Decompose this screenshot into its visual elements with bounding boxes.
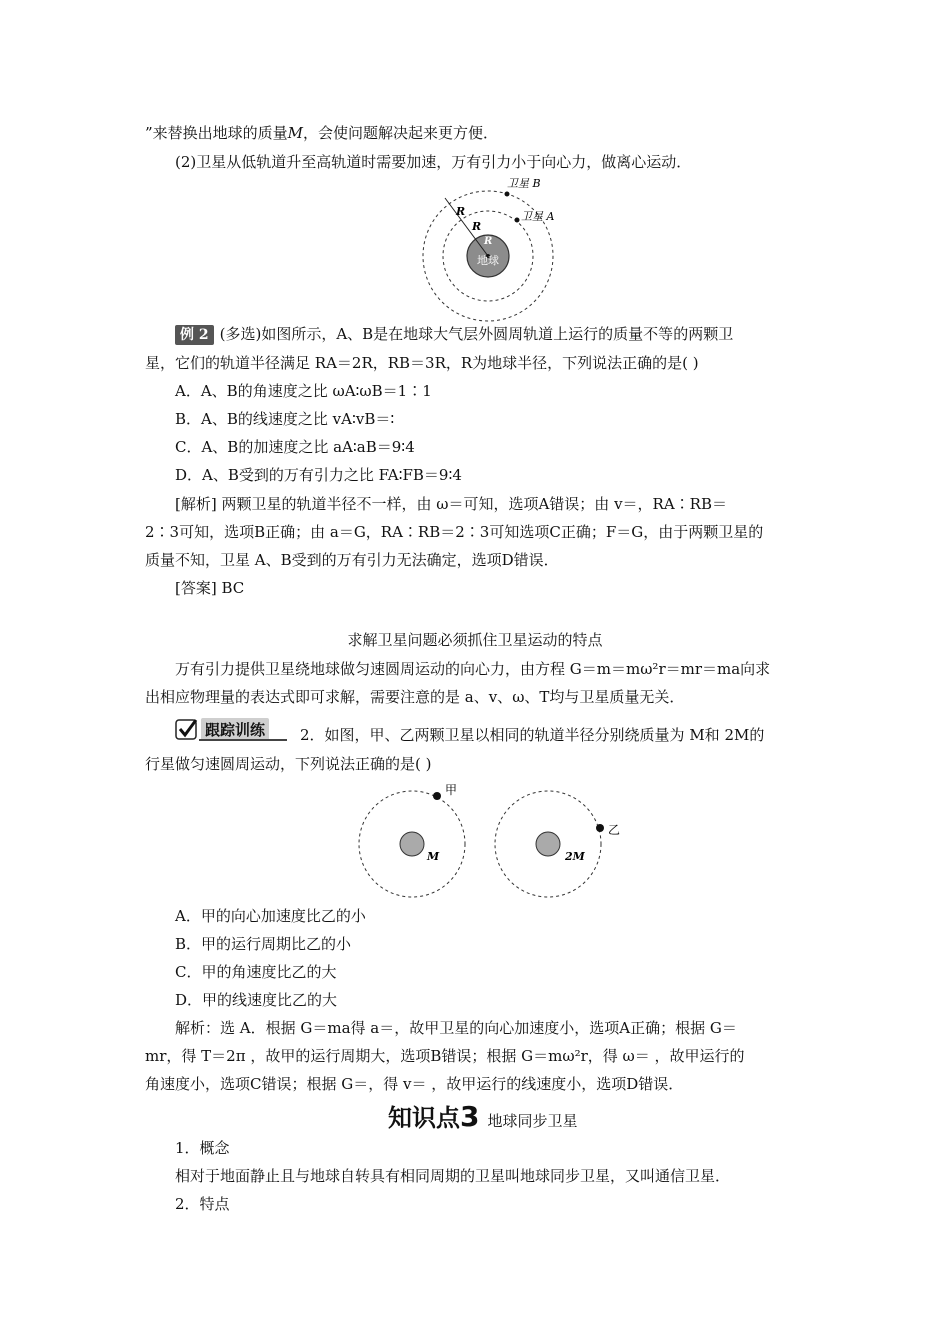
satellite-yi-dot <box>596 824 604 832</box>
example-option-a: A．A、B的角速度之比 ωA∶ωB＝1∶1 <box>175 382 432 400</box>
label-r-middle: R <box>472 220 482 233</box>
knowledge-point-number: 3 <box>460 1100 480 1133</box>
summary-line-2: 出相应物理量的表达式即可求解，需要注意的是 a、v、ω、T均与卫星质量无关． <box>145 688 685 706</box>
q2-option-b: B．甲的运行周期比乙的小 <box>175 935 352 953</box>
tracking-training-badge <box>175 717 287 741</box>
label-earth: 地球 <box>477 254 499 267</box>
tracking-label: 跟踪训练 <box>201 718 269 741</box>
section-item-2: 2．特点 <box>175 1195 230 1213</box>
label-satellite-a: 卫星 A <box>521 210 555 223</box>
orbit-figure-earth <box>420 176 570 326</box>
q2-analysis-3: 角速度小，选项C错误；根据 G＝，得 v＝ ，故甲运行的线速度小，选项D错误． <box>145 1075 684 1093</box>
tracking-question-line-2: 行星做匀速圆周运动，下列说法正确的是( ) <box>145 755 432 773</box>
example-line-2: 星，它们的轨道半径满足 RA＝2R，RB＝3R，R为地球半径，下列说法正确的是( ) <box>145 354 699 372</box>
example-line-1: 例 2 (多选)如图所示，A、B是在地球大气层外圆周轨道上运行的质量不等的两颗卫 <box>175 324 733 345</box>
satellite-a-dot <box>515 218 520 223</box>
section-item-1: 1．概念 <box>175 1139 230 1157</box>
section-item-1-text: 相对于地面静止且与地球自转具有相同周期的卫星叫地球同步卫星，又叫通信卫星． <box>175 1167 731 1185</box>
q2-option-d: D．甲的线速度比乙的大 <box>175 991 338 1009</box>
knowledge-point-prefix: 知识点 <box>388 1104 460 1132</box>
q2-analysis-2: mr，得 T＝2π ，故甲的运行周期大，选项B错误；根据 G＝mω²r，得 ω＝ ，故甲运行的 <box>145 1047 745 1065</box>
orbit-figure-two-planets <box>355 782 635 912</box>
example-analysis-1: [解析] 两颗卫星的轨道半径不一样，由 ω＝可知，选项A错误；由 v＝，RA∶RB＝ <box>175 495 727 513</box>
label-planet-2m: 2M <box>565 850 585 863</box>
tracking-underline <box>199 739 287 741</box>
label-satellite-b: 卫星 B <box>507 177 541 190</box>
knowledge-point-title: 地球同步卫星 <box>487 1112 578 1130</box>
example-option-d: D．A、B受到的万有引力之比 FA∶FB＝9∶4 <box>175 466 462 484</box>
example-tag: 例 2 <box>175 325 214 345</box>
tracking-question-line-1: 2．如图，甲、乙两颗卫星以相同的轨道半径分别绕质量为 M和 2M的 <box>300 726 765 744</box>
example-answer: [答案] BC <box>175 579 245 597</box>
intro-line-2: (2)卫星从低轨道升至高轨道时需要加速，万有引力小于向心力，做离心运动． <box>175 153 692 171</box>
q2-analysis-1: 解析：选 A．根据 G＝ma得 a＝，故甲卫星的向心加速度小，选项A正确；根据 G＝ <box>175 1019 737 1037</box>
q2-option-a: A．甲的向心加速度比乙的小 <box>175 907 366 925</box>
knowledge-point-heading <box>388 1098 578 1133</box>
checkmark-icon <box>175 717 199 741</box>
satellite-b-dot <box>505 192 510 197</box>
satellite-jia-dot <box>433 792 441 800</box>
label-planet-m: M <box>427 850 440 863</box>
summary-title: 求解卫星问题必须抓住卫星运动的特点 <box>347 631 603 649</box>
example-option-b: B．A、B的线速度之比 vA∶vB＝∶ <box>175 410 395 428</box>
planet-2m <box>536 832 560 856</box>
label-r-inner: R <box>484 236 493 247</box>
intro-line-1: ”来替换出地球的质量M，会使问题解决起来更方便． <box>145 124 499 142</box>
planet-m <box>400 832 424 856</box>
example-option-c: C．A、B的加速度之比 aA∶aB＝9∶4 <box>175 438 415 456</box>
label-yi: 乙 <box>608 823 621 837</box>
example-analysis-2: 2∶3可知，选项B正确；由 a＝G，RA∶RB＝2∶3可知选项C正确；F＝G，由于两颗卫星的 <box>145 523 764 541</box>
radius-line <box>445 198 488 256</box>
summary-line-1: 万有引力提供卫星绕地球做匀速圆周运动的向心力，由方程 G＝m＝mω²r＝mr＝ma向求 <box>175 660 771 678</box>
example-analysis-3: 质量不知，卫星 A、B受到的万有引力无法确定，选项D错误． <box>145 551 559 569</box>
label-jia: 甲 <box>445 783 458 797</box>
q2-option-c: C．甲的角速度比乙的大 <box>175 963 337 981</box>
label-r-outer: R <box>456 205 466 218</box>
